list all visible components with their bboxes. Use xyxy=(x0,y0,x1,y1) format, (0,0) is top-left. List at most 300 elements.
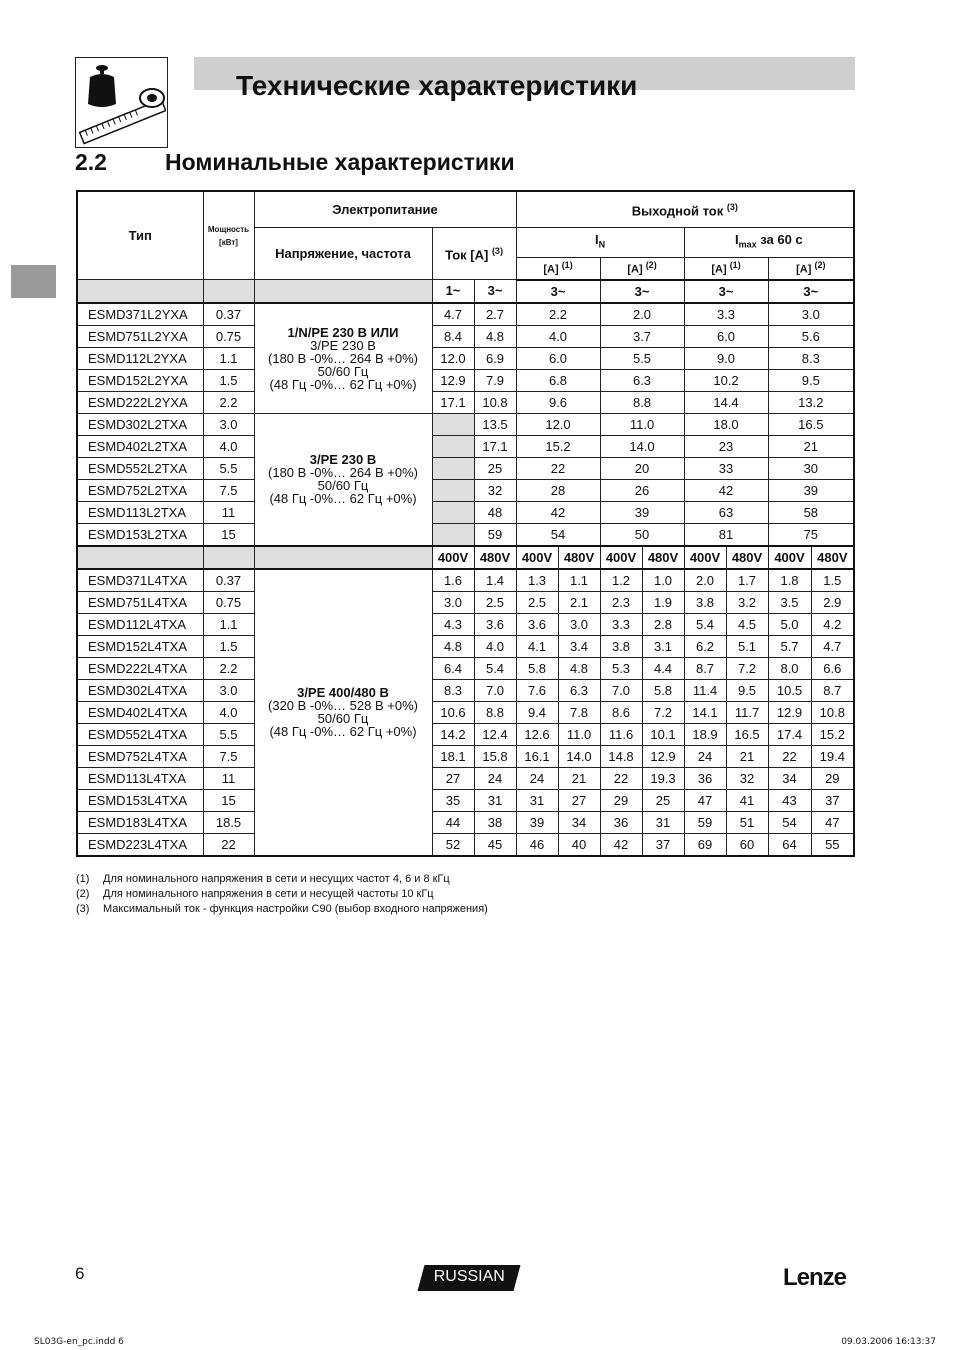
v400: 400V xyxy=(432,546,474,569)
table-cell: 54 xyxy=(768,811,811,833)
table-cell: 39 xyxy=(768,479,854,501)
table-cell: 25 xyxy=(642,789,684,811)
table-cell: 3.1 xyxy=(642,635,684,657)
lenze-logo: Lenze xyxy=(783,1264,847,1291)
table-cell: 5.0 xyxy=(768,613,811,635)
phase-1: 1~ xyxy=(432,280,474,303)
model-cell: ESMD222L2YXA xyxy=(77,391,203,413)
empty-cell xyxy=(432,501,474,523)
table-cell: 6.2 xyxy=(684,635,726,657)
unit-imax-2: [A] $^{(2)}$ xyxy=(768,257,854,280)
model-cell: ESMD751L2YXA xyxy=(77,325,203,347)
table-cell: 44 xyxy=(432,811,474,833)
model-cell: ESMD302L4TXA xyxy=(77,679,203,701)
table-row xyxy=(77,413,854,435)
power-cell: 0.75 xyxy=(203,591,254,613)
header-supply: Электропитание xyxy=(254,191,516,227)
table-cell: 39 xyxy=(600,501,684,523)
table-cell: 15.8 xyxy=(474,745,516,767)
power-cell: 5.5 xyxy=(203,457,254,479)
table-row xyxy=(77,435,854,457)
table-cell: 22 xyxy=(768,745,811,767)
model-cell: ESMD552L4TXA xyxy=(77,723,203,745)
v480: 480V xyxy=(811,546,854,569)
empty-cell xyxy=(432,457,474,479)
table-cell: 3.3 xyxy=(684,303,768,326)
table-cell: 12.6 xyxy=(516,723,558,745)
header-type: Тип xyxy=(77,191,203,280)
table-cell: 16.5 xyxy=(726,723,768,745)
supply-heading: 3/PE 400/480 В xyxy=(297,685,389,700)
table-row xyxy=(77,523,854,546)
table-row xyxy=(77,701,854,723)
table-cell: 18.0 xyxy=(684,413,768,435)
supply-voltage-cell xyxy=(254,413,432,546)
table-cell: 69 xyxy=(684,833,726,856)
table-cell: 18.1 xyxy=(432,745,474,767)
table-cell: 4.7 xyxy=(432,303,474,326)
table-cell: 17.4 xyxy=(768,723,811,745)
table-cell: 36 xyxy=(684,767,726,789)
table-cell: 2.3 xyxy=(600,591,642,613)
model-cell: ESMD402L2TXA xyxy=(77,435,203,457)
table-row xyxy=(77,591,854,613)
supply-voltage-cell xyxy=(254,303,432,414)
table-cell: 3.4 xyxy=(558,635,600,657)
table-cell: 12.9 xyxy=(642,745,684,767)
phase-3: 3~ xyxy=(768,280,854,303)
table-cell: 4.3 xyxy=(432,613,474,635)
table-row xyxy=(77,679,854,701)
table-cell: 58 xyxy=(768,501,854,523)
table-cell: 5.7 xyxy=(768,635,811,657)
table-cell: 7.0 xyxy=(474,679,516,701)
table-cell: 2.8 xyxy=(642,613,684,635)
supply-line: (180 В -0%… 264 В +0%) xyxy=(268,350,418,366)
unit-imax-1: [A] $^{(1)}$ xyxy=(684,257,768,280)
model-cell: ESMD223L4TXA xyxy=(77,833,203,856)
phase-3: 3~ xyxy=(600,280,684,303)
table-cell: 54 xyxy=(516,523,600,546)
power-cell: 3.0 xyxy=(203,679,254,701)
model-cell: ESMD371L2YXA xyxy=(77,303,203,326)
table-row xyxy=(77,325,854,347)
power-cell: 4.0 xyxy=(203,435,254,457)
table-cell: 8.7 xyxy=(684,657,726,679)
footnote xyxy=(76,872,488,887)
header-output-current: Выходной ток $^{(3)}$ xyxy=(516,191,854,227)
table-cell: 12.9 xyxy=(768,701,811,723)
unit-in-1: [A] $^{(1)}$ xyxy=(516,257,600,280)
table-cell: 4.7 xyxy=(811,635,854,657)
table-cell: 7.0 xyxy=(600,679,642,701)
table-cell: 8.7 xyxy=(811,679,854,701)
table-cell: 23 xyxy=(684,435,768,457)
table-row xyxy=(77,303,854,326)
table-cell: 1.3 xyxy=(516,569,558,592)
table-cell: 50 xyxy=(600,523,684,546)
table-cell: 40 xyxy=(558,833,600,856)
table-cell: 3.7 xyxy=(600,325,684,347)
supply-line: (180 В -0%… 264 В +0%) xyxy=(268,465,418,480)
power-cell: 1.1 xyxy=(203,347,254,369)
table-cell: 5.8 xyxy=(516,657,558,679)
model-cell: ESMD112L4TXA xyxy=(77,613,203,635)
header-in: $I_N$ xyxy=(516,227,684,257)
table-cell: 26 xyxy=(600,479,684,501)
table-cell: 4.4 xyxy=(642,657,684,679)
supply-voltage-cell xyxy=(254,569,432,856)
table-cell: 25 xyxy=(474,457,516,479)
table-cell: 10.6 xyxy=(432,701,474,723)
page-title: Технические характеристики xyxy=(236,70,638,101)
unit-in-2: [A] $^{(2)}$ xyxy=(600,257,684,280)
table-cell: 2.5 xyxy=(474,591,516,613)
table-cell: 1.6 xyxy=(432,569,474,592)
v480: 480V xyxy=(726,546,768,569)
table-cell: 1.4 xyxy=(474,569,516,592)
table-cell: 2.0 xyxy=(684,569,726,592)
table-cell: 8.3 xyxy=(432,679,474,701)
table-cell: 75 xyxy=(768,523,854,546)
power-cell: 1.1 xyxy=(203,613,254,635)
power-cell: 7.5 xyxy=(203,479,254,501)
power-cell: 2.2 xyxy=(203,391,254,413)
table-cell: 28 xyxy=(516,479,600,501)
header-current: Ток [A] $^{(3)}$ xyxy=(432,227,516,280)
table-cell: 5.4 xyxy=(684,613,726,635)
table-cell: 59 xyxy=(684,811,726,833)
table-cell: 1.8 xyxy=(768,569,811,592)
table-cell: 24 xyxy=(474,767,516,789)
table-cell: 9.6 xyxy=(516,391,600,413)
table-cell: 10.8 xyxy=(474,391,516,413)
table-cell: 3.5 xyxy=(768,591,811,613)
table-cell: 2.7 xyxy=(474,303,516,326)
header-imax: $I_{max}$ за 60 с xyxy=(684,227,854,257)
table-cell: 51 xyxy=(726,811,768,833)
footnote xyxy=(76,902,488,917)
table-cell: 37 xyxy=(811,789,854,811)
power-cell: 11 xyxy=(203,501,254,523)
table-cell: 8.8 xyxy=(600,391,684,413)
footnote-number: (2) xyxy=(76,888,90,900)
table-cell: 34 xyxy=(768,767,811,789)
table-cell: 63 xyxy=(684,501,768,523)
model-cell: ESMD371L4TXA xyxy=(77,569,203,592)
table-cell: 24 xyxy=(684,745,726,767)
table-row xyxy=(77,833,854,856)
table-cell: 22 xyxy=(600,767,642,789)
power-cell: 3.0 xyxy=(203,413,254,435)
table-cell: 6.0 xyxy=(516,347,600,369)
v400: 400V xyxy=(768,546,811,569)
table-cell: 27 xyxy=(558,789,600,811)
empty-cell xyxy=(432,523,474,546)
table-cell: 13.5 xyxy=(474,413,516,435)
supply-heading: 3/PE 230 В xyxy=(309,452,377,467)
phase-3: 3~ xyxy=(474,280,516,303)
table-cell: 17.1 xyxy=(432,391,474,413)
table-cell: 7.8 xyxy=(558,701,600,723)
table-cell: 16.5 xyxy=(768,413,854,435)
table-cell: 6.9 xyxy=(474,347,516,369)
table-cell: 21 xyxy=(726,745,768,767)
model-cell: ESMD552L2TXA xyxy=(77,457,203,479)
table-cell: 22 xyxy=(516,457,600,479)
table-cell: 27 xyxy=(432,767,474,789)
table-cell: 1.7 xyxy=(726,569,768,592)
table-cell: 11.0 xyxy=(558,723,600,745)
table-row xyxy=(77,501,854,523)
power-cell: 15 xyxy=(203,789,254,811)
table-cell: 4.0 xyxy=(474,635,516,657)
table-cell: 8.3 xyxy=(768,347,854,369)
table-cell: 3.8 xyxy=(600,635,642,657)
table-row xyxy=(77,457,854,479)
table-cell: 2.1 xyxy=(558,591,600,613)
table-cell: 21 xyxy=(558,767,600,789)
footnote-number: (3) xyxy=(76,903,90,915)
table-cell: 47 xyxy=(684,789,726,811)
table-cell: 5.4 xyxy=(474,657,516,679)
table-cell: 7.6 xyxy=(516,679,558,701)
power-cell: 18.5 xyxy=(203,811,254,833)
power-cell: 0.75 xyxy=(203,325,254,347)
table-cell: 1.1 xyxy=(558,569,600,592)
table-cell: 9.5 xyxy=(768,369,854,391)
table-cell: 14.4 xyxy=(684,391,768,413)
table-cell: 14.2 xyxy=(432,723,474,745)
supply-line: (48 Гц -0%… 62 Гц +0%) xyxy=(269,724,417,739)
table-cell: 18.9 xyxy=(684,723,726,745)
table-cell: 6.6 xyxy=(811,657,854,679)
table-cell: 37 xyxy=(642,833,684,856)
table-cell: 1.5 xyxy=(811,569,854,592)
table-cell: 1.0 xyxy=(642,569,684,592)
table-row xyxy=(77,569,854,592)
table-row xyxy=(77,391,854,413)
table-cell: 20 xyxy=(600,457,684,479)
footnotes xyxy=(76,872,488,917)
table-cell: 11.6 xyxy=(600,723,642,745)
power-cell: 7.5 xyxy=(203,745,254,767)
table-cell: 10.5 xyxy=(768,679,811,701)
phase-row xyxy=(77,280,854,303)
table-cell: 64 xyxy=(768,833,811,856)
table-cell: 32 xyxy=(474,479,516,501)
section-title: Номинальные характеристики xyxy=(165,149,515,175)
section-number: 2.2 xyxy=(75,149,107,175)
empty-cell xyxy=(432,435,474,457)
supply-line: (48 Гц -0%… 62 Гц +0%) xyxy=(269,491,417,506)
table-row xyxy=(77,789,854,811)
table-cell: 8.4 xyxy=(432,325,474,347)
supply-line: (320 В -0%… 528 В +0%) xyxy=(268,698,418,713)
footer-date: 09.03.2006 16:13:37 xyxy=(841,1337,936,1347)
supply-line: 50/60 Гц xyxy=(317,711,369,726)
supply-line: 50/60 Гц xyxy=(317,363,369,379)
model-cell: ESMD222L4TXA xyxy=(77,657,203,679)
table-cell: 2.0 xyxy=(600,303,684,326)
table-cell: 3.8 xyxy=(684,591,726,613)
side-tab-marker xyxy=(11,265,56,298)
table-cell: 11.4 xyxy=(684,679,726,701)
table-row xyxy=(77,767,854,789)
table-cell: 14.1 xyxy=(684,701,726,723)
table-cell: 38 xyxy=(474,811,516,833)
v400: 400V xyxy=(684,546,726,569)
table-cell: 30 xyxy=(768,457,854,479)
ratings-table xyxy=(76,190,855,857)
header-voltage: Напряжение, частота xyxy=(254,227,432,280)
table-cell: 8.8 xyxy=(474,701,516,723)
v480: 480V xyxy=(474,546,516,569)
power-cell: 11 xyxy=(203,767,254,789)
table-cell: 55 xyxy=(811,833,854,856)
supply-line: 50/60 Гц xyxy=(317,478,369,493)
table-cell: 29 xyxy=(811,767,854,789)
table-cell: 81 xyxy=(684,523,768,546)
table-cell: 12.0 xyxy=(432,347,474,369)
page-number: 6 xyxy=(75,1264,85,1283)
table-row xyxy=(77,613,854,635)
table-cell: 4.2 xyxy=(811,613,854,635)
empty-cell xyxy=(432,413,474,435)
model-cell: ESMD113L4TXA xyxy=(77,767,203,789)
language-badge: RUSSIAN xyxy=(418,1265,521,1291)
table-cell: 7.2 xyxy=(726,657,768,679)
table-cell: 16.1 xyxy=(516,745,558,767)
header-power: Мощность [кВт] xyxy=(203,191,254,280)
table-cell: 41 xyxy=(726,789,768,811)
table-cell: 4.8 xyxy=(432,635,474,657)
table-cell: 2.5 xyxy=(516,591,558,613)
table-row xyxy=(77,811,854,833)
model-cell: ESMD112L2YXA xyxy=(77,347,203,369)
weight-and-tape-measure-icon xyxy=(75,57,168,148)
table-cell: 34 xyxy=(558,811,600,833)
table-cell: 52 xyxy=(432,833,474,856)
model-cell: ESMD153L2TXA xyxy=(77,523,203,546)
table-cell: 10.1 xyxy=(642,723,684,745)
table-cell: 14.0 xyxy=(558,745,600,767)
table-cell: 42 xyxy=(600,833,642,856)
table-cell: 4.8 xyxy=(474,325,516,347)
phase-3: 3~ xyxy=(516,280,600,303)
table-cell: 1.9 xyxy=(642,591,684,613)
table-cell: 15.2 xyxy=(516,435,600,457)
table-cell: 32 xyxy=(726,767,768,789)
table-cell: 29 xyxy=(600,789,642,811)
table-cell: 59 xyxy=(474,523,516,546)
table-cell: 10.2 xyxy=(684,369,768,391)
table-cell: 5.6 xyxy=(768,325,854,347)
table-cell: 39 xyxy=(516,811,558,833)
table-cell: 6.3 xyxy=(558,679,600,701)
model-cell: ESMD752L2TXA xyxy=(77,479,203,501)
table-cell: 31 xyxy=(642,811,684,833)
table-cell: 1.2 xyxy=(600,569,642,592)
table-cell: 8.0 xyxy=(768,657,811,679)
power-cell: 4.0 xyxy=(203,701,254,723)
table-cell: 7.9 xyxy=(474,369,516,391)
supply-heading: 1/N/PE 230 В ИЛИ xyxy=(287,324,399,340)
table-cell: 3.6 xyxy=(474,613,516,635)
table-cell: 3.0 xyxy=(432,591,474,613)
empty-cell xyxy=(432,479,474,501)
table-cell: 2.9 xyxy=(811,591,854,613)
supply-line: 3/PE 230 В xyxy=(310,337,376,353)
table-row xyxy=(77,745,854,767)
table-cell: 6.0 xyxy=(684,325,768,347)
table-cell: 7.2 xyxy=(642,701,684,723)
v400: 400V xyxy=(516,546,558,569)
model-cell: ESMD752L4TXA xyxy=(77,745,203,767)
table-cell: 5.3 xyxy=(600,657,642,679)
supply-line: (48 Гц -0%… 62 Гц +0%) xyxy=(269,376,417,392)
table-cell: 17.1 xyxy=(474,435,516,457)
table-cell: 19.3 xyxy=(642,767,684,789)
power-cell: 0.37 xyxy=(203,569,254,592)
table-cell: 47 xyxy=(811,811,854,833)
table-cell: 11.0 xyxy=(600,413,684,435)
table-cell: 33 xyxy=(684,457,768,479)
footnote-number: (1) xyxy=(76,873,90,885)
table-cell: 31 xyxy=(516,789,558,811)
power-cell: 1.5 xyxy=(203,369,254,391)
table-cell: 9.5 xyxy=(726,679,768,701)
table-cell: 14.0 xyxy=(600,435,684,457)
footer-file: SL03G-en_pc.indd 6 xyxy=(34,1337,124,1347)
table-cell: 3.0 xyxy=(558,613,600,635)
footnote-text: Максимальный ток - функция настройки C90 (выбор входного напряжения) xyxy=(103,903,488,915)
table-cell: 3.6 xyxy=(516,613,558,635)
table-cell: 9.4 xyxy=(516,701,558,723)
model-cell: ESMD113L2TXA xyxy=(77,501,203,523)
table-cell: 21 xyxy=(768,435,854,457)
table-cell: 4.8 xyxy=(558,657,600,679)
footnote-text: Для номинального напряжения в сети и несущей частоты 10 кГц xyxy=(103,888,434,900)
table-cell: 6.3 xyxy=(600,369,684,391)
footnote xyxy=(76,887,488,902)
table-cell: 3.3 xyxy=(600,613,642,635)
table-cell: 3.2 xyxy=(726,591,768,613)
table-cell: 12.4 xyxy=(474,723,516,745)
table-cell: 12.0 xyxy=(516,413,600,435)
model-cell: ESMD183L4TXA xyxy=(77,811,203,833)
footnote-text: Для номинального напряжения в сети и несущих частот 4, 6 и 8 кГц xyxy=(103,873,450,885)
model-cell: ESMD153L4TXA xyxy=(77,789,203,811)
table-cell: 36 xyxy=(600,811,642,833)
table-cell: 10.8 xyxy=(811,701,854,723)
table-cell: 19.4 xyxy=(811,745,854,767)
power-cell: 5.5 xyxy=(203,723,254,745)
power-cell: 15 xyxy=(203,523,254,546)
model-cell: ESMD402L4TXA xyxy=(77,701,203,723)
table-cell: 15.2 xyxy=(811,723,854,745)
model-cell: ESMD152L2YXA xyxy=(77,369,203,391)
table-cell: 8.6 xyxy=(600,701,642,723)
table-row xyxy=(77,657,854,679)
table-cell: 2.2 xyxy=(516,303,600,326)
table-cell: 42 xyxy=(684,479,768,501)
table-cell: 42 xyxy=(516,501,600,523)
table-cell: 35 xyxy=(432,789,474,811)
table-cell: 60 xyxy=(726,833,768,856)
table-row xyxy=(77,635,854,657)
model-cell: ESMD751L4TXA xyxy=(77,591,203,613)
